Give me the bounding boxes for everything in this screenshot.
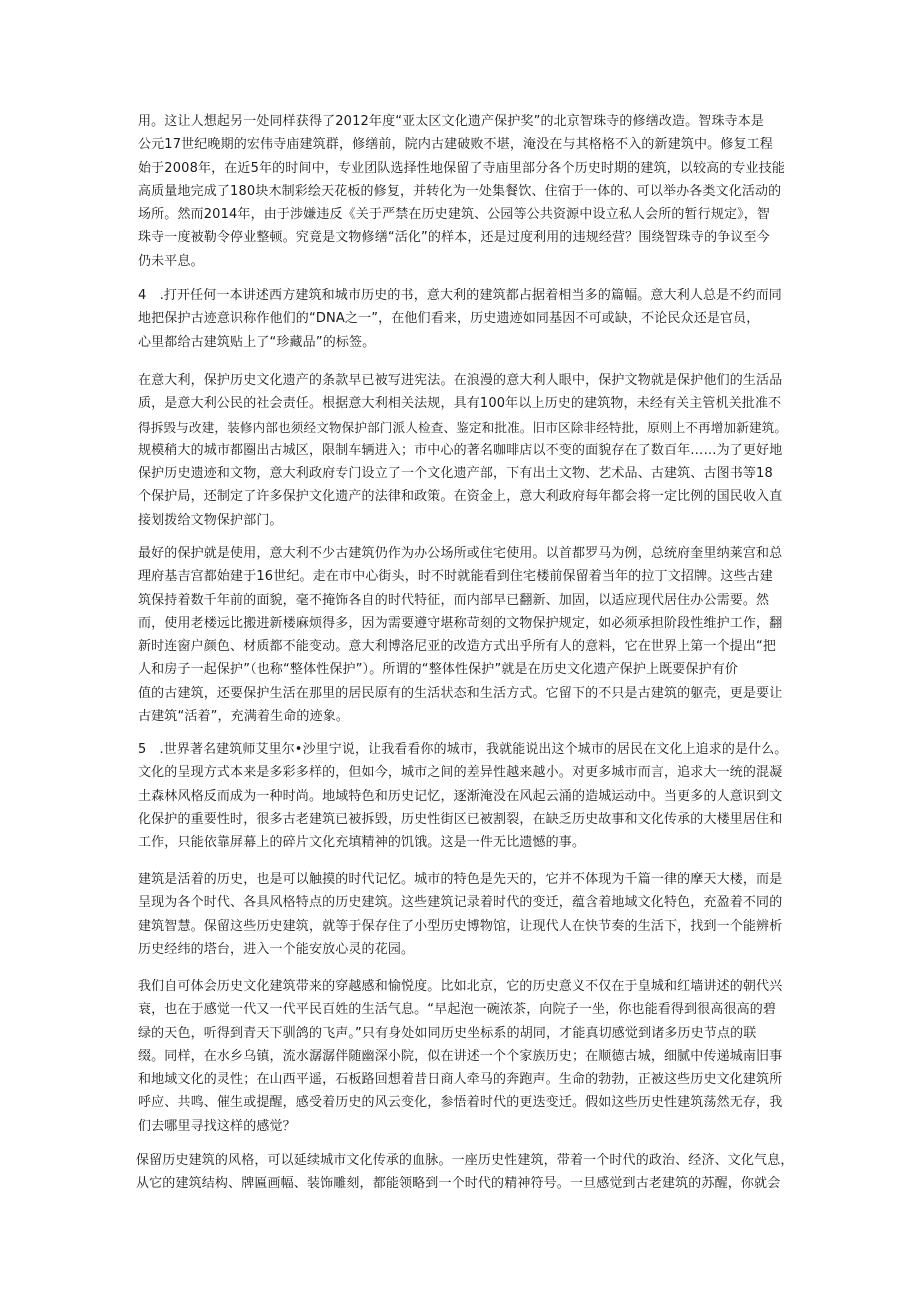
text-line: 始于2008年，在近5年的时间中，专业团队选择性地保留了寺庙里部分各个历史时期的建筑，以较高的专业技能 bbox=[138, 160, 786, 176]
text-line: 心里都给古建筑贴上了“珍藏品”的标签。 bbox=[138, 334, 376, 350]
text-line: 我们自可体会历史文化建筑带来的穿越感和愉悦度。比如北京，它的历史意义不仅在于皇城和红墙讲述的朝代兴 bbox=[138, 979, 783, 994]
text-line: 值的古建筑，还要保护生活在那里的居民原有的生活状态和生活方式。它留下的不只是古建筑的躯壳，更是要让 bbox=[138, 685, 783, 701]
text-line: 呼应、共鸣、催生或提醒，感受着历史的风云变化，参悟着时代的更迭变迁。假如这些历史性建筑荡然无存，我 bbox=[138, 1095, 783, 1111]
paragraph-section-5 bbox=[138, 738, 788, 854]
text-line: 古建筑“活着”，充满着生命的迹象。 bbox=[138, 709, 350, 725]
text-line: 珠寺一度被勒令停业整顿。究竟是文物修缮“活化”的样本，还是过度利用的违规经营？围绕智珠寺的争议至今 bbox=[138, 230, 770, 246]
text-line: 新时连窗户颜色、材质都不能变动。意大利博洛尼亚的改造方式出乎所有人的意料，它在世界上第一个提出“把 bbox=[138, 639, 777, 655]
text-line: 场所。然而2014年，由于涉嫌违反《关于严禁在历史建筑、公园等公共资源中设立私人会所的暂行规定》，智 bbox=[138, 207, 771, 223]
text-line: 人和房子一起保护”（也称“整体性保护”）。所谓的“整体性保护”就是在历史文化遗产保护上既要保护有价 bbox=[138, 662, 739, 678]
text-line: 土森林风格反而成为一种时尚。地域特色和历史记忆，逐渐淹没在风起云涌的造城运动中。当更多的人意识到文 bbox=[138, 788, 783, 804]
text-line: 历史经纬的塔台，进入一个能安放心灵的花园。 bbox=[138, 941, 415, 957]
text-line: 个保护局，还制定了许多保护文化遗产的法律和政策。在资金上，意大利政府每年都会将一定比例的国民收入直 bbox=[138, 489, 783, 505]
text-line: 衰，也在于感觉一代又一代平民百姓的生活气息。“早起泡一碗浓茶，向院子一坐，你也能看得到很高很高的碧 bbox=[138, 1002, 777, 1018]
text-line: 缀。同样，在水乡乌镇，流水潺潺伴随幽深小院，似在讲述一个个家族历史；在顺德古城，细腻中传递城南旧事 bbox=[138, 1048, 783, 1064]
text-line: 用。这让人想起另一处同样获得了2012年度“亚太区文化遗产保护奖”的北京智珠寺的修缮改造。智珠寺本是 bbox=[138, 114, 765, 129]
paragraph-experience bbox=[138, 975, 788, 1138]
text-line: 保护历史遗迹和文物，意大利政府专门设立了一个文化遗产部，下有出土文物、艺术品、古建筑、古图书等18 bbox=[138, 466, 773, 482]
paragraph-zhizhu-temple bbox=[138, 110, 788, 273]
text-line: 们去哪里寻找这样的感觉？ bbox=[138, 1118, 296, 1134]
text-line: 公元17世纪晚期的宏伟寺庙建筑群，修缮前，院内古建破败不堪，淹没在与其格格不入的新建筑中。修复工程 bbox=[138, 137, 773, 153]
text-line: 文化的呈现方式本来是多彩多样的，但如今，城市之间的差异性越来越小。对更多城市而言，追求大一统的混凝 bbox=[138, 765, 783, 781]
text-line: 而，使用老楼远比搬进新楼麻烦得多，因为需要遵守堪称苛刻的文物保护规定，如必须承担阶段性维护工作，翻 bbox=[138, 615, 783, 631]
text-line: 呈现为各个时代、各具风格特点的历史建筑。这些建筑记录着时代的变迁，蕴含着地域文化特色，充盈着不同的 bbox=[138, 895, 783, 911]
text-line: 和地域文化的灵性；在山西平遥，石板路回想着昔日商人牵马的奔跑声。生命的勃勃，正被这些历史文化建筑所 bbox=[138, 1072, 783, 1088]
paragraph-italy-law bbox=[138, 369, 788, 532]
text-line: 从它的建筑结构、牌匾画幅、装饰雕刻，都能领略到一个时代的精神符号。一旦感觉到古老建筑的苏醒，你就会 bbox=[136, 1176, 781, 1192]
text-line: 5 .世界著名建筑师艾里尔•沙里宁说，让我看看你的城市，我就能说出这个城市的居民在文化上追求的是什么。 bbox=[138, 742, 788, 757]
text-line: 最好的保护就是使用，意大利不少古建筑仍作为办公场所或住宅使用。以首都罗马为例，总统府奎里纳莱宫和总 bbox=[138, 546, 783, 561]
text-line: 建筑智慧。保留这些历史建筑，就等于保存住了小型历史博物馆，让现代人在快节奏的生活下，找到一个能辨析 bbox=[138, 918, 783, 934]
text-line: 化保护的重要性时，很多古老建筑已被拆毁，历史性街区已被割裂，在缺乏历史故事和文化传承的大楼里居住和 bbox=[138, 811, 783, 827]
text-line: 4 .打开任何一本讲述西方建筑和城市历史的书，意大利的建筑都占据着相当多的篇幅。意大利人总是不约而同 bbox=[138, 288, 782, 303]
text-line: 在意大利，保护历史文化遗产的条款早已被写进宪法。在浪漫的意大利人眼中，保护文物就是保护他们的生活品 bbox=[138, 373, 783, 388]
text-line: 工作，只能依靠屏幕上的碎片文化充填精神的饥饿。这是一件无比遗憾的事。 bbox=[138, 835, 586, 851]
text-line: 高质量地完成了180块木制彩绘天花板的修复，并转化为一处集餐饮、住宿于一体的、可以举办各类文化活动的 bbox=[138, 183, 782, 199]
text-line: 接划拨给文物保护部门。 bbox=[138, 512, 283, 528]
text-line: 绿的天色，听得到青天下驯鸽的飞声。”只有身处如同历史坐标系的胡同，才能真切感觉到诸多历史节点的联 bbox=[138, 1025, 757, 1041]
text-line: 规模稍大的城市都圈出古城区，限制车辆进入；市中心的著名咖啡店以不变的面貌存在了数百年……为了更好地 bbox=[138, 442, 783, 458]
paragraph-section-4 bbox=[138, 284, 788, 354]
text-line: 筑保持着数千年前的面貌，毫不掩饰各自的时代特征，而内部早已翻新、加固，以适应现代居住办公需要。然 bbox=[138, 592, 770, 608]
text-line: 地把保护古迹意识称作他们的“DNA之一”，在他们看来，历史遗迹如同基因不可或缺，不论民众还是官员， bbox=[138, 311, 760, 327]
text-line: 得拆毁与改建，装修内部也须经文物保护部门派人检查、鉴定和批准。旧市区除非经特批，原则上不再增加新建筑。 bbox=[138, 419, 788, 435]
paragraph-living-history bbox=[138, 868, 788, 961]
text-line: 理府基吉宫都始建于16世纪。走在市中心街头，时不时就能看到住宅楼前保留着当年的拉丁文招牌。这些古建 bbox=[138, 569, 773, 585]
text-line: 建筑是活着的历史，也是可以触摸的时代记忆。城市的特色是先天的，它并不体现为千篇一律的摩天大楼，而是 bbox=[138, 872, 783, 887]
text-line: 保留历史建筑的风格，可以延续城市文化传承的血脉。一座历史性建筑，带着一个时代的政治、经济、文化气息， bbox=[136, 1153, 794, 1168]
text-line: 质，是意大利公民的社会责任。根据意大利相关法规，具有100年以上历史的建筑物，未经有关主管机关批准不 bbox=[138, 396, 782, 412]
paragraph-cultural-heritage bbox=[136, 1149, 796, 1196]
text-line: 仍未平息。 bbox=[138, 253, 204, 269]
paragraph-italy-use bbox=[138, 542, 788, 728]
